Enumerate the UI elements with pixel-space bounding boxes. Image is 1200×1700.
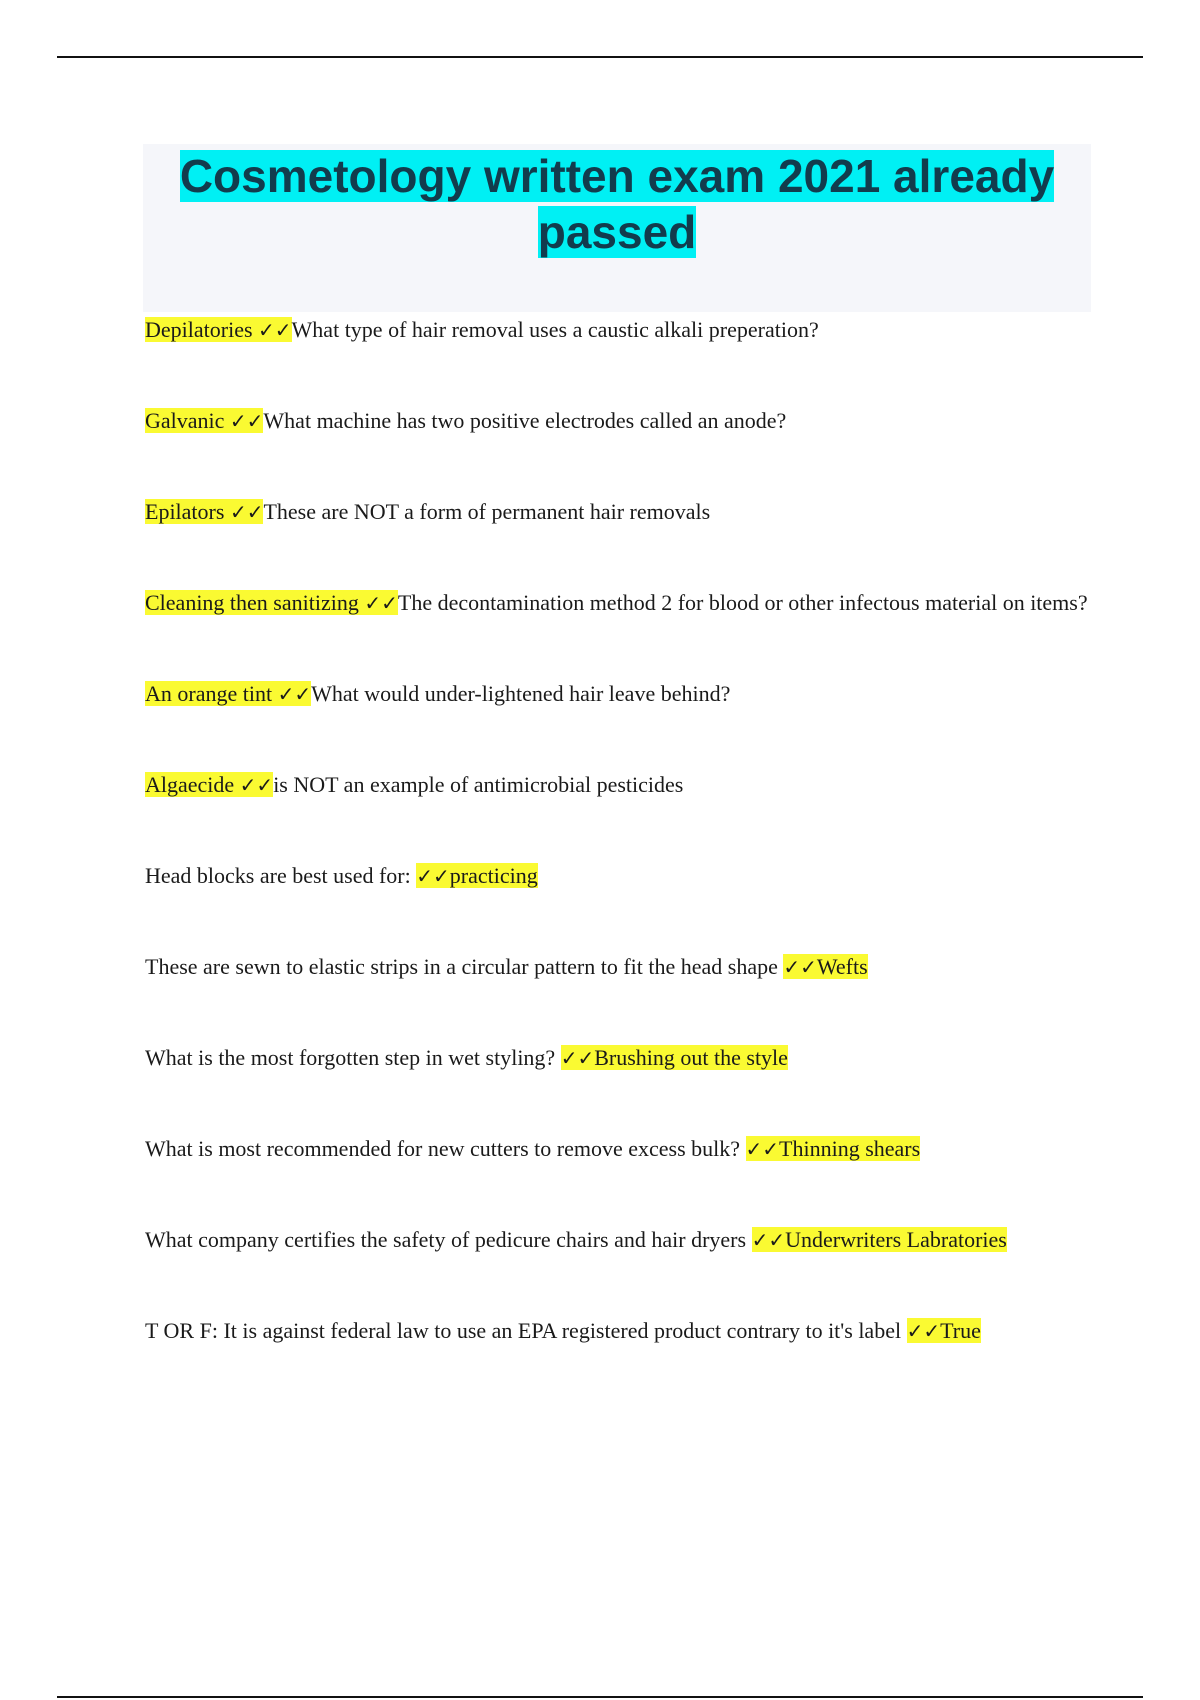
answer-highlight: ✓✓Thinning shears [745, 1136, 921, 1161]
question-text: These are sewn to elastic strips in a circular pattern to fit the head shape [145, 954, 778, 979]
answer-highlight: Depilatories ✓✓ [145, 317, 292, 342]
double-check-icon: ✓✓ [745, 1137, 780, 1161]
double-check-icon: ✓✓ [751, 1228, 786, 1252]
double-check-icon: ✓✓ [783, 955, 817, 979]
question-text: What is the most forgotten step in wet styling? [145, 1045, 556, 1070]
answer-highlight: ✓✓True [906, 1318, 981, 1343]
list-item [145, 671, 1095, 717]
double-check-icon: ✓✓ [229, 500, 264, 524]
bottom-rule [57, 1696, 1143, 1698]
double-check-icon: ✓✓ [906, 1319, 941, 1343]
answer-highlight: An orange tint ✓✓ [145, 681, 312, 706]
question-text: What is most recommended for new cutters to remove excess bulk? [145, 1136, 741, 1161]
question-text: The decontamination method 2 for blood or other infectous material on items? [397, 590, 1088, 615]
list-item [145, 398, 1095, 444]
list-item [145, 853, 1095, 899]
answer-highlight: ✓✓practicing [416, 863, 538, 888]
list-item [145, 1126, 1095, 1172]
list-item [145, 307, 1095, 353]
document-title: Cosmetology written exam 2021 already passed [179, 150, 1055, 258]
list-item [145, 1217, 1095, 1263]
double-check-icon: ✓✓ [258, 318, 292, 342]
top-rule [57, 56, 1143, 58]
list-item [145, 1308, 1095, 1354]
answer-highlight: Galvanic ✓✓ [145, 408, 264, 433]
answer-highlight: ✓✓Brushing out the style [560, 1045, 788, 1070]
question-text: What company certifies the safety of pedicure chairs and hair dryers [145, 1227, 747, 1252]
answer-highlight: Cleaning then sanitizing ✓✓ [145, 590, 398, 615]
double-check-icon: ✓✓ [239, 773, 274, 797]
question-text: Head blocks are best used for: [145, 863, 411, 888]
double-check-icon: ✓✓ [416, 864, 450, 888]
question-text: What machine has two positive electrodes called an anode? [263, 408, 787, 433]
answer-highlight: Algaecide ✓✓ [145, 772, 274, 797]
question-text: T OR F: It is against federal law to use an EPA registered product contrary to it's label [145, 1318, 902, 1343]
list-item [145, 762, 1095, 808]
list-item [145, 580, 1095, 626]
question-text: What type of hair removal uses a caustic alkali preperation? [291, 317, 819, 342]
double-check-icon: ✓✓ [229, 409, 264, 433]
answer-highlight: Epilators ✓✓ [145, 499, 264, 524]
answer-highlight: ✓✓Wefts [783, 954, 868, 979]
title-block [143, 144, 1091, 312]
list-item [145, 944, 1095, 990]
answer-highlight: ✓✓Underwriters Labratories [751, 1227, 1007, 1252]
list-item [145, 1035, 1095, 1081]
qa-list [145, 307, 1095, 1354]
list-item [145, 489, 1095, 535]
double-check-icon: ✓✓ [277, 682, 312, 706]
double-check-icon: ✓✓ [364, 591, 398, 615]
question-text: What would under-lightened hair leave behind? [311, 681, 731, 706]
double-check-icon: ✓✓ [560, 1046, 595, 1070]
question-text: These are NOT a form of permanent hair removals [263, 499, 711, 524]
question-text: is NOT an example of antimicrobial pesticides [273, 772, 684, 797]
